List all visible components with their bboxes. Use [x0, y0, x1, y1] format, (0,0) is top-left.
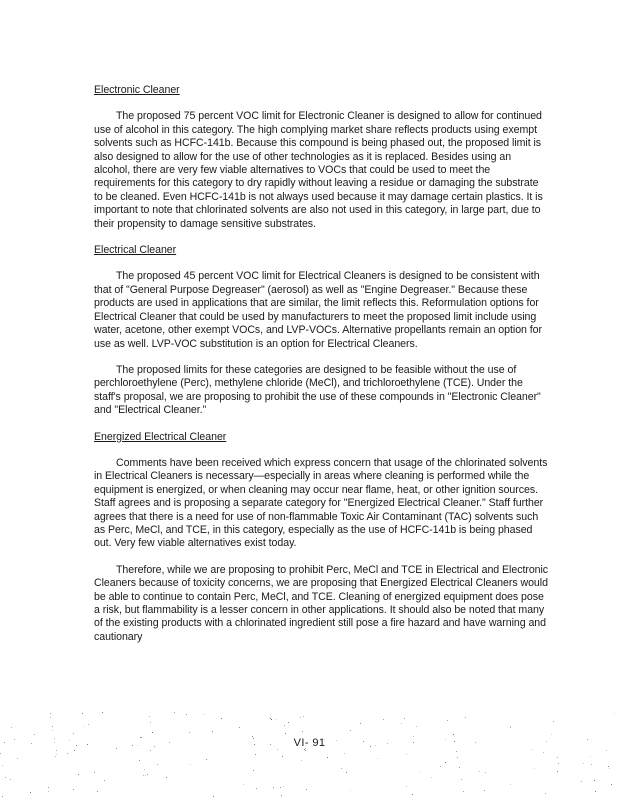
- scan-speck: [557, 757, 558, 758]
- scan-speck: [305, 748, 306, 749]
- scan-speck: [280, 787, 281, 788]
- scan-speck: [479, 771, 480, 772]
- scan-speck: [144, 769, 145, 770]
- scan-speck: [174, 712, 175, 713]
- scan-speck: [583, 763, 584, 764]
- scan-speck: [590, 756, 591, 757]
- scan-speck: [145, 775, 146, 776]
- paragraph: Therefore, while we are proposing to prohibit Perc, MeCl and TCE in Electrical and Electronic Cleaners because of toxicity concerns, we are proposing that Energized Electrical Cleaners would be able to continue to contain Perc, MeCl, and TCE. Cleaning of energized equipment does pose a risk, but flammability is a lesser concern in other applications. It should also be noted that many of the existing products with a chlorinated ingredient still pose a fire hazard and have warning and cautionary: [94, 563, 549, 643]
- scan-speck: [48, 791, 49, 792]
- scan-speck: [132, 745, 133, 746]
- scan-speck: [154, 746, 155, 747]
- scan-speck: [67, 753, 68, 754]
- scan-speck: [56, 754, 57, 755]
- scan-speck: [76, 745, 77, 746]
- scan-speck: [5, 777, 6, 778]
- section-heading-energized-electrical-cleaner: Energized Electrical Cleaner: [94, 430, 227, 443]
- scan-speck: [88, 724, 89, 725]
- scan-speck: [74, 750, 75, 751]
- scan-speck: [2, 796, 3, 797]
- scan-speck: [273, 787, 274, 788]
- scan-speck: [239, 727, 240, 728]
- scan-speck: [141, 737, 142, 738]
- scan-speck: [147, 774, 148, 775]
- scan-speck: [383, 719, 384, 720]
- scan-speck: [203, 714, 204, 715]
- scan-speck: [510, 727, 511, 728]
- scan-speck: [270, 744, 271, 745]
- scan-speck: [282, 756, 283, 757]
- scan-speck: [419, 772, 420, 773]
- scan-speck: [243, 784, 244, 785]
- scan-speck: [256, 788, 257, 789]
- scan-speck: [78, 774, 79, 775]
- scan-speck: [463, 791, 464, 792]
- scan-speck: [82, 713, 83, 714]
- paragraph: Comments have been received which express concern that usage of the chlorinated solvents in Electrical Cleaners is necessary—especially in areas where cleaning is performed while the equipment is energized, or when cleaning may occur near flame, heat, or other ignition sources. Staff agrees and is proposing a separate category for "Energized Electrical Cleaner." Staff further agrees that there is a need for use of non-flammable Toxic Air Contaminant (TAC) solvents such as Perc, MeCl, and TCE, in this category, especially as the use of HCFC-141b is being phased out. Very few viable alternatives exist today.: [94, 456, 548, 550]
- scan-speck: [116, 748, 117, 749]
- scan-speck: [206, 759, 207, 760]
- scan-speck: [534, 768, 535, 769]
- scan-speck: [553, 721, 554, 722]
- scan-speck: [465, 717, 466, 718]
- scan-speck: [360, 723, 361, 724]
- scan-speck: [302, 731, 303, 732]
- scan-speck: [139, 760, 140, 761]
- scan-speck: [0, 753, 1, 754]
- scan-speck: [324, 739, 325, 740]
- scan-speck: [69, 740, 70, 741]
- scan-speck: [253, 738, 254, 739]
- scan-speck: [558, 763, 559, 764]
- scan-speck: [2, 765, 3, 766]
- scan-speck: [300, 717, 301, 718]
- scan-speck: [370, 746, 371, 747]
- scan-speck: [413, 736, 414, 737]
- scan-speck: [166, 777, 167, 778]
- scan-speck: [510, 784, 511, 785]
- scan-speck: [401, 723, 402, 724]
- scan-speck: [255, 754, 256, 755]
- scan-speck: [412, 794, 413, 795]
- scan-speck: [431, 777, 432, 778]
- scan-speck: [546, 741, 547, 742]
- scan-speck: [375, 745, 376, 746]
- scan-speck: [406, 754, 407, 755]
- scan-speck: [30, 792, 31, 793]
- scan-speck: [48, 787, 49, 788]
- scan-speck: [609, 768, 610, 769]
- scan-speck: [52, 730, 53, 731]
- scan-speck: [484, 790, 485, 791]
- scan-speck: [485, 772, 486, 773]
- section-heading-electrical-cleaner: Electrical Cleaner: [94, 244, 177, 257]
- scan-speck: [350, 730, 351, 731]
- scan-speck: [461, 779, 462, 780]
- scan-speck: [387, 743, 388, 744]
- scan-speck: [551, 734, 552, 735]
- scan-speck: [73, 789, 74, 790]
- scan-speck: [404, 718, 405, 719]
- scan-speck: [591, 764, 592, 765]
- scan-speck: [55, 756, 56, 757]
- scan-speck: [406, 786, 407, 787]
- page-body: [94, 84, 550, 644]
- scan-speck: [301, 760, 302, 761]
- scan-speck: [377, 758, 378, 759]
- scan-speck: [595, 791, 596, 792]
- scan-speck: [50, 717, 51, 718]
- scan-speck: [284, 725, 285, 726]
- scan-speck: [453, 734, 454, 735]
- scan-speck: [336, 740, 337, 741]
- scan-speck: [271, 719, 272, 720]
- scan-speck: [283, 786, 284, 787]
- scan-speck: [17, 758, 18, 759]
- scan-speck: [327, 757, 328, 758]
- scan-speck: [213, 796, 214, 797]
- scan-speck: [190, 764, 191, 765]
- scan-speck: [31, 743, 32, 744]
- scan-speck: [149, 716, 150, 717]
- scan-speck: [281, 795, 282, 796]
- scan-speck: [447, 720, 448, 721]
- scan-speck: [186, 714, 187, 715]
- scan-speck: [84, 726, 85, 727]
- scan-speck: [254, 744, 255, 745]
- scan-speck: [102, 712, 103, 713]
- scan-speck: [137, 745, 138, 746]
- scan-speck: [212, 731, 213, 732]
- scan-speck: [445, 762, 446, 763]
- scan-noise: [0, 712, 619, 800]
- scan-speck: [306, 789, 307, 790]
- scan-speck: [140, 737, 141, 738]
- scan-speck: [440, 766, 441, 767]
- scan-speck: [341, 768, 342, 769]
- scan-speck: [416, 726, 417, 727]
- scan-speck: [531, 749, 532, 750]
- scan-speck: [73, 733, 74, 734]
- scan-speck: [169, 742, 170, 743]
- scan-speck: [545, 793, 546, 794]
- scan-speck: [104, 780, 105, 781]
- scan-speck: [581, 781, 582, 782]
- scan-speck: [10, 779, 11, 780]
- scan-speck: [346, 772, 347, 773]
- scan-speck: [475, 742, 476, 743]
- scan-speck: [305, 750, 306, 751]
- scan-speck: [50, 713, 51, 714]
- scan-speck: [270, 718, 271, 719]
- scan-speck: [350, 790, 351, 791]
- scan-speck: [221, 718, 222, 719]
- scan-speck: [594, 780, 595, 781]
- scan-speck: [52, 726, 53, 727]
- scan-speck: [363, 741, 364, 742]
- scan-speck: [277, 749, 278, 750]
- scan-speck: [143, 775, 144, 776]
- scan-speck: [611, 784, 612, 785]
- scan-speck: [457, 757, 458, 758]
- scan-speck: [54, 742, 55, 743]
- page-number: VI- 91: [293, 737, 326, 749]
- paragraph: The proposed 75 percent VOC limit for Electronic Cleaner is designed to allow for continued use of alcohol in this category. The high complying market share reflects products using exempt solvents such as HCFC-141b. Because this compound is being phased out, the proposed limit is also designed to allow for the use of other technologies as it is replaced. Besides using an alcohol, there are very few viable alternatives to VOCs that could be used to meet the requirements for this category to dry rapidly without leaving a residue or damaging the substrate to be cleaned. Even HCFC-141b is not always used because it may damage certain plastics. It is important to note that chlorinated solvents are also not used in this category, in large part, due to their propensity to damage sensitive substrates.: [94, 110, 543, 230]
- scan-speck: [189, 732, 190, 733]
- scan-speck: [97, 791, 98, 792]
- scan-speck: [413, 742, 414, 743]
- scan-speck: [606, 750, 607, 751]
- scan-speck: [303, 716, 304, 717]
- scan-speck: [54, 738, 55, 739]
- scan-speck: [456, 751, 457, 752]
- scan-speck: [454, 741, 455, 742]
- scan-speck: [614, 713, 615, 714]
- paragraph: The proposed limits for these categories are designed to be feasible without the use of perchloroethylene (Perc), methylene chloride (MeCl), and trichloroethylene (TCE). Under the staff's proposal, we are proposing to prohibit the use of these compounds in "Electronic Cleaner" and "Electrical Cleaner.": [94, 363, 541, 417]
- scan-speck: [608, 766, 609, 767]
- scan-speck: [87, 744, 88, 745]
- scan-speck: [94, 772, 95, 773]
- scan-speck: [344, 753, 345, 754]
- scan-speck: [288, 722, 289, 723]
- scan-speck: [276, 719, 277, 720]
- scan-speck: [445, 739, 446, 740]
- section-heading-electronic-cleaner: Electronic Cleaner: [94, 84, 180, 96]
- scan-speck: [285, 733, 286, 734]
- scan-speck: [34, 734, 35, 735]
- paragraph: The proposed 45 percent VOC limit for Electrical Cleaners is designed to be consistent with that of "General Purpose Degreaser" (aerosol) as well as "Engine Degreaser." Because these products are used in applications that are similar, the limit reflects this. Reformulation options for Electrical Cleaner that could be used by manufacturers to meet the proposed limit include using water, acetone, other exempt VOCs, and LVP-VOCs. Alternative propellants remain an option for use as well. LVP-VOC substitution is an option for Electrical Cleaners.: [94, 270, 542, 350]
- scan-speck: [157, 764, 158, 765]
- scan-speck: [543, 752, 544, 753]
- scan-speck: [150, 750, 151, 751]
- scan-speck: [459, 767, 460, 768]
- scan-speck: [56, 750, 57, 751]
- scan-speck: [587, 739, 588, 740]
- scan-speck: [152, 732, 153, 733]
- scan-speck: [14, 739, 15, 740]
- scan-speck: [253, 770, 254, 771]
- scan-speck: [4, 742, 5, 743]
- scan-speck: [252, 736, 253, 737]
- scan-speck: [150, 722, 151, 723]
- scan-speck: [557, 771, 558, 772]
- scan-speck: [11, 727, 12, 728]
